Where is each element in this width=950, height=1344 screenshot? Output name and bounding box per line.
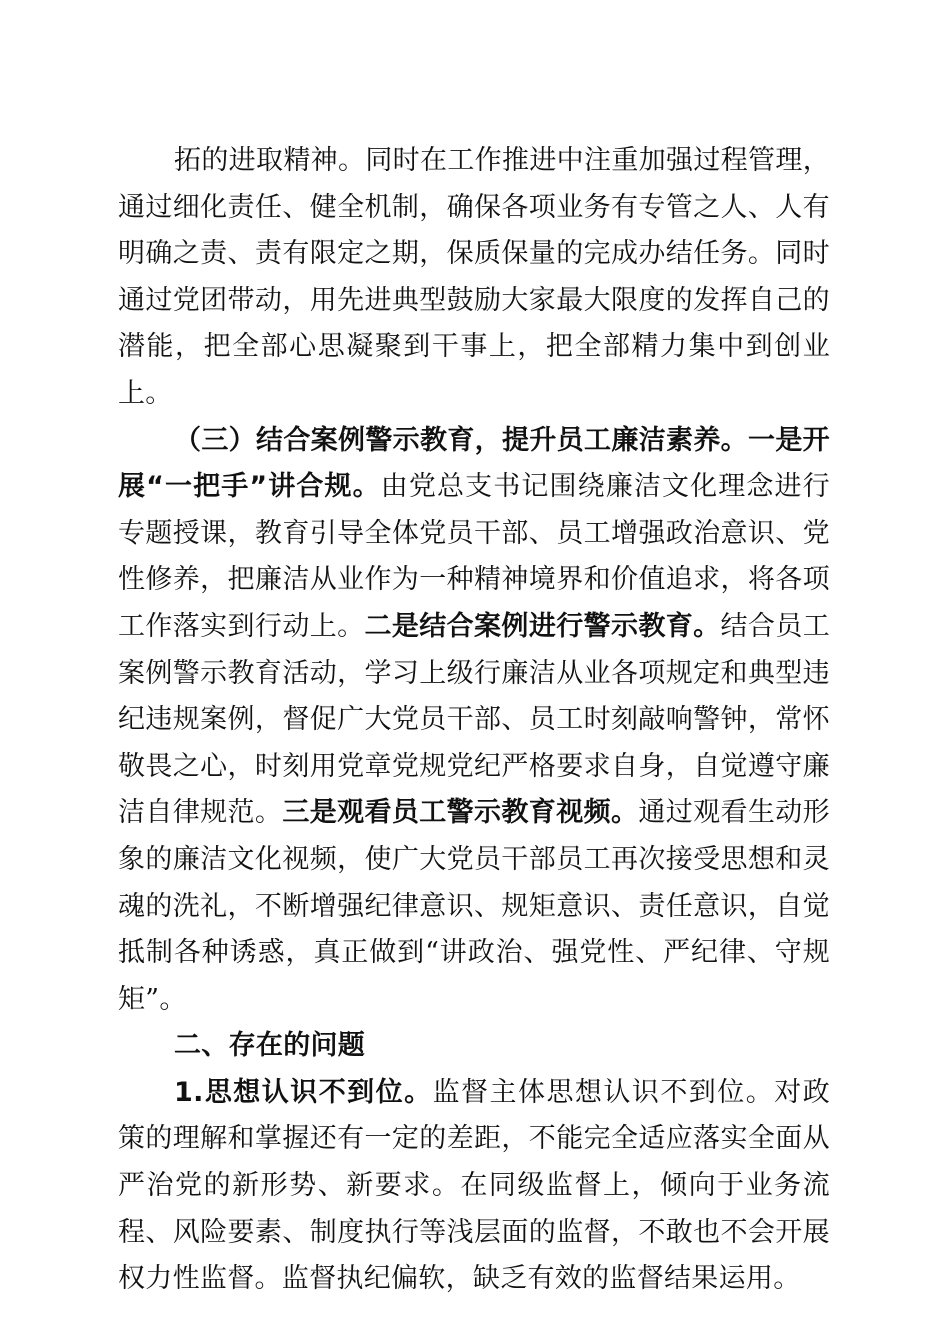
item-text-3: 通过观看生动形象的廉洁文化视频，使广大党员干部员工再次接受思想和灵魂的洗礼，不断增强纪律意识、规矩意识、责任意识，自觉抵制各种诱惑，真正做到“讲政治、强党性、严纪律、守规矩”。 (118, 797, 830, 1015)
paragraph-integrity-education (118, 418, 830, 1024)
item-title-3: 三是观看员工警示教育视频。 (282, 797, 639, 829)
item-text-1: 由党总支书记围绕廉洁文化理念进行专题授课，教育引导全体党员干部、员工增强政治意识、党性修养，把廉洁从业作为一种精神境界和价值追求，将各项工作落实到行动上。 (118, 471, 830, 642)
item-title-1: 一是开展“一把手”讲合规。 (118, 424, 830, 503)
document-body (118, 138, 830, 1303)
paragraph-work-process (118, 138, 830, 418)
problem-text-1: 监督主体思想认识不到位。对政策的理解和掌握还有一定的差距，不能完全适应落实全面从严治党的新形势、新要求。在同级监督上，倾向于业务流程、风险要素、制度执行等浅层面的监督，不敢也不会开展权力性监督。监督执纪偏软，缺乏有效的监督结果运用。 (118, 1076, 830, 1295)
section-heading-three: （三）结合案例警示教育，提升员工廉洁素养。 (174, 424, 749, 456)
paragraph-text: 拓的进取精神。同时在工作推进中注重加强过程管理，通过细化责任、健全机制，确保各项业务有专管之人、人有明确之责、责有限定之期，保质保量的完成办结任务。同时通过党团带动，用先进典型鼓励大家最大限度的发挥自己的潜能，把全部心思凝聚到干事上，把全部精力集中到创业上。 (118, 145, 830, 409)
item-title-2: 二是结合案例进行警示教育。 (364, 610, 721, 642)
section-heading-problems: 二、存在的问题 (174, 1030, 366, 1062)
paragraph-problem-1 (118, 1070, 830, 1303)
problem-title-1: 1.思想认识不到位。 (174, 1076, 433, 1108)
item-text-2: 结合员工案例警示教育活动，学习上级行廉洁从业各项规定和典型违纪违规案例，督促广大党员干部、员工时刻敲响警钟，常怀敬畏之心，时刻用党章党规党纪严格要求自身，自觉遵守廉洁自律规范。 (118, 610, 831, 829)
